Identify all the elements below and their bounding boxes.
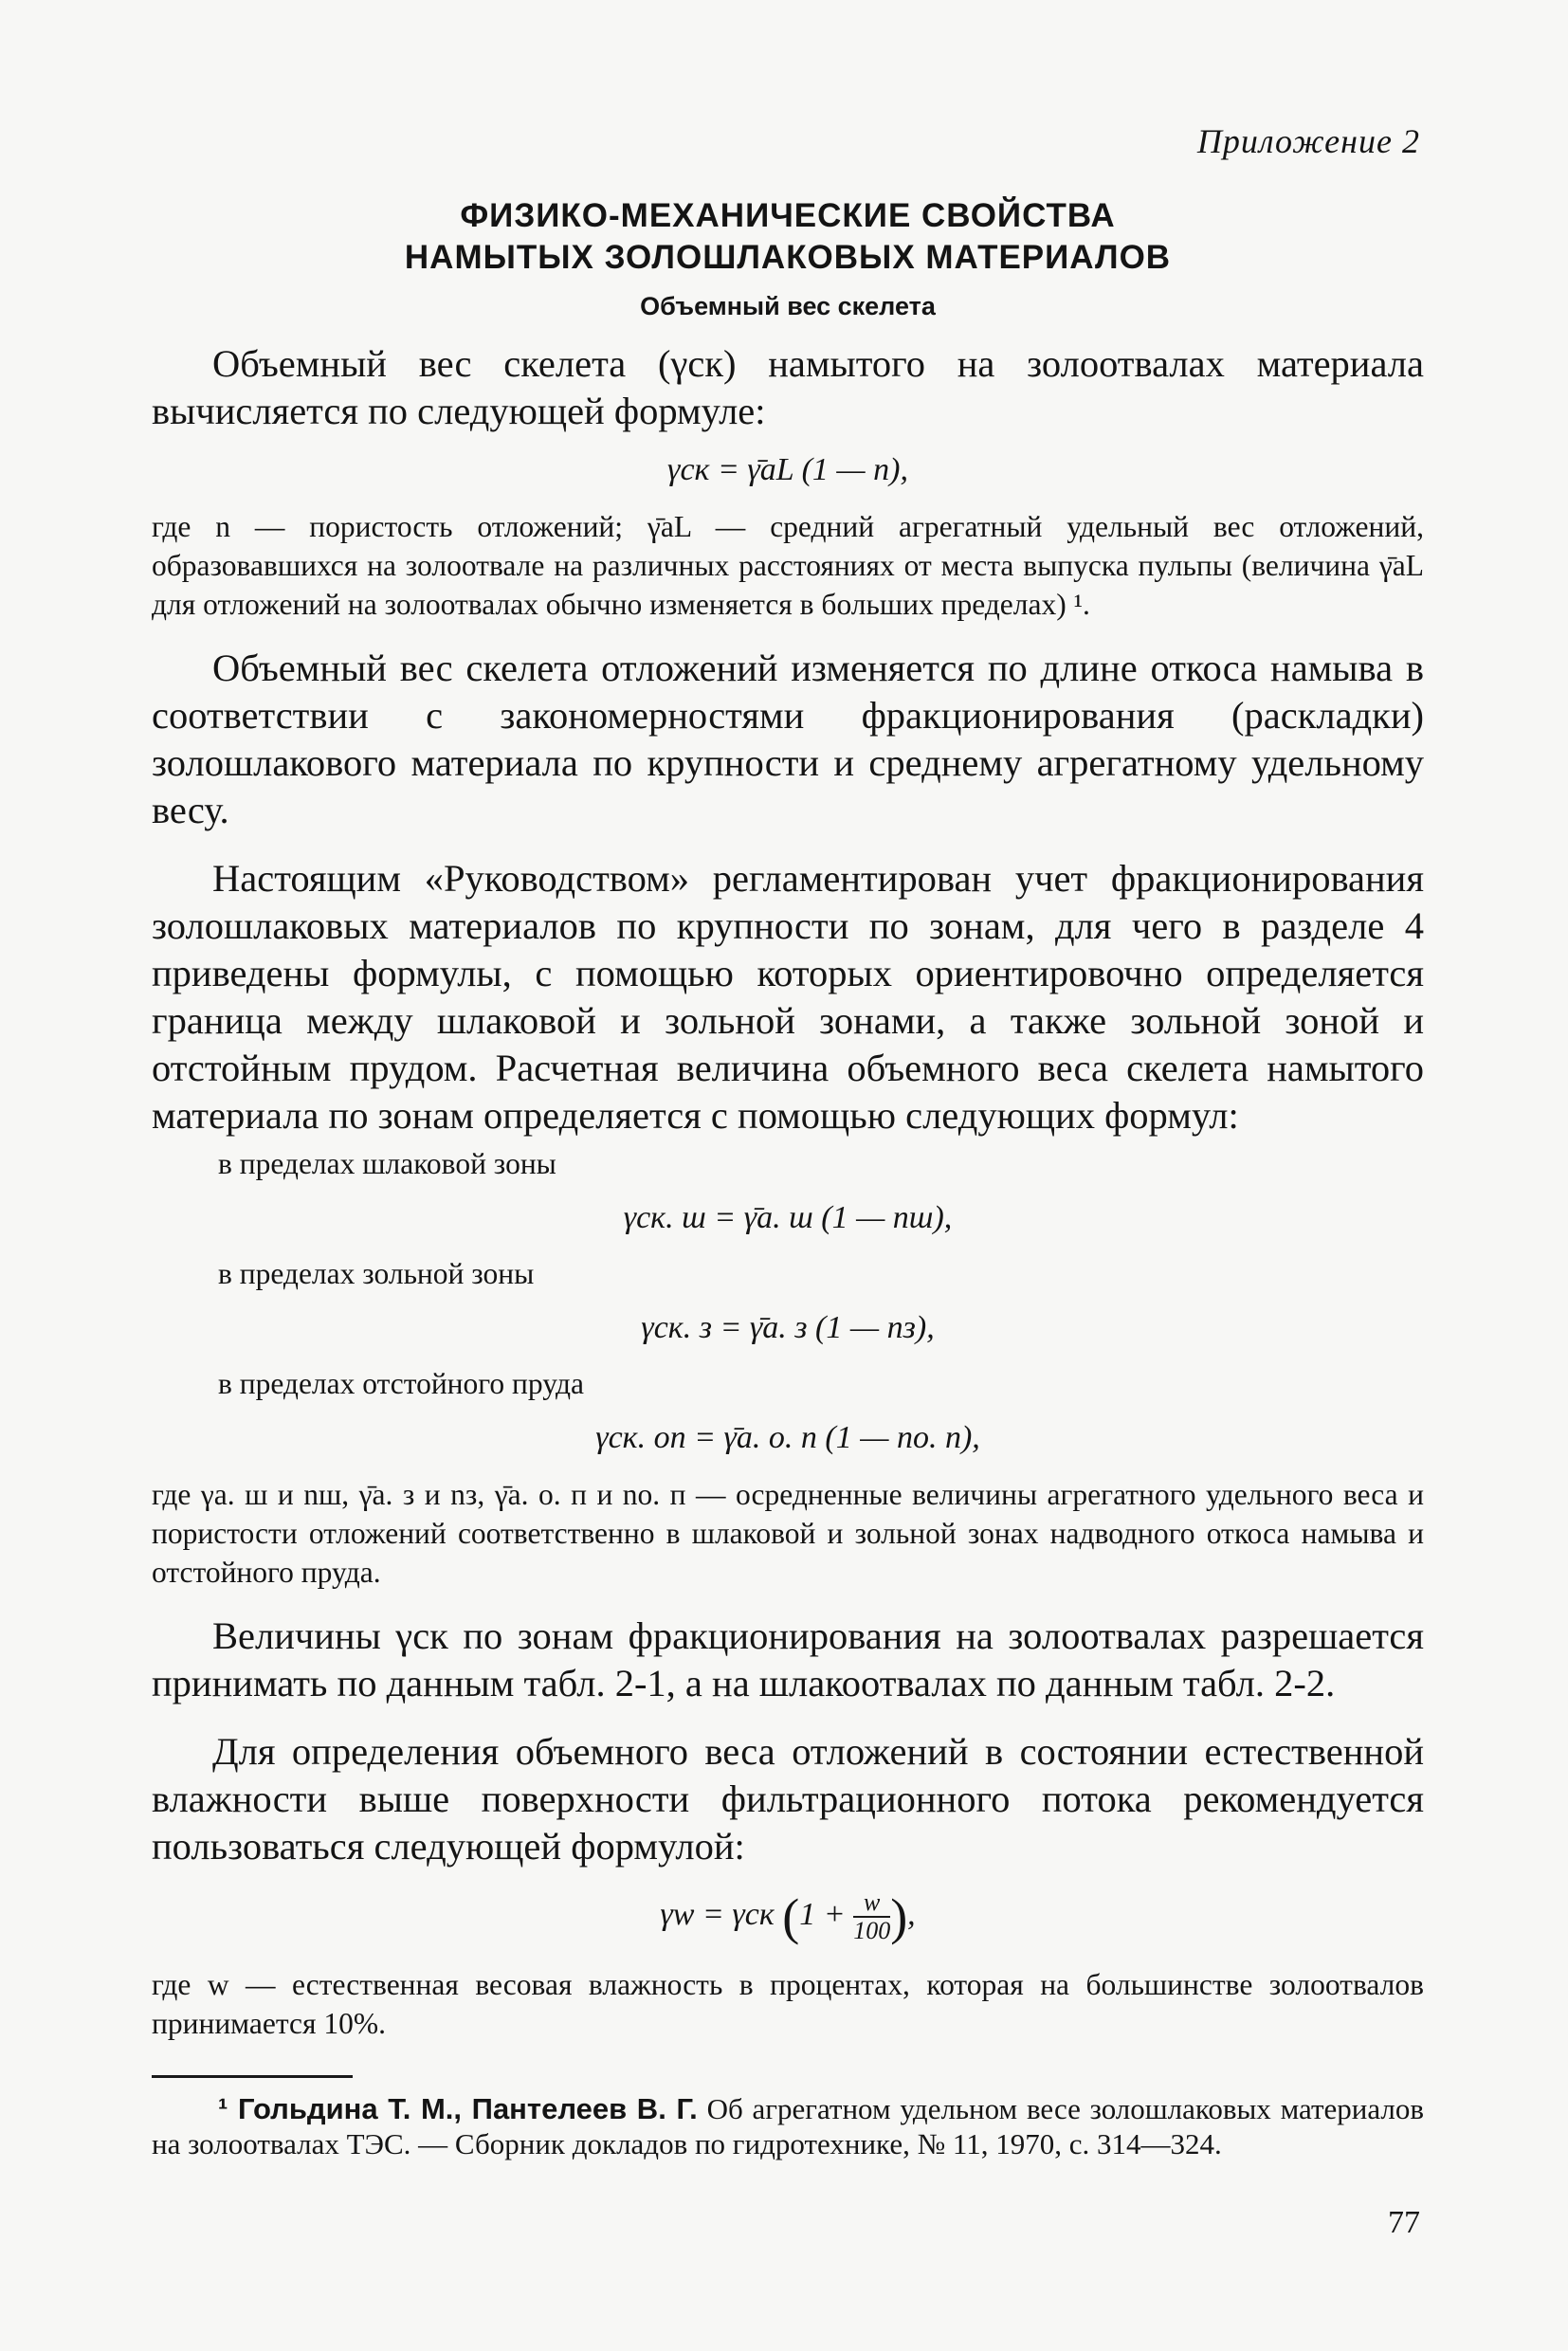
section-subtitle: Объемный вес скелета: [640, 292, 936, 320]
appendix-label: Приложение 2: [1196, 122, 1420, 160]
footnote-text: Об агрегатном удельном весе золошлаковых материалов на золоотвалах ТЭС. — Сборник докладов по гидротехнике, № 11, 1970, с. 314—324.: [152, 2092, 1424, 2160]
formula-end: ,: [907, 1896, 916, 1932]
footnote: [152, 2091, 1424, 2161]
open-paren: (: [782, 1888, 800, 1945]
formula-slag-zone: γск. ш = γ̄a. ш (1 — nш),: [623, 1200, 953, 1235]
paragraph-7: Для определения объемного веса отложений в состоянии естественной влажности выше поверхности фильтрационного потока рекомендуется пользоваться следующей формулой:: [152, 1730, 1424, 1868]
formula-natural-moisture: [152, 1887, 1424, 1946]
paragraph-6: Величины γск по зонам фракционирования на золоотвалах разрешается принимать по данным табл. 2-1, а на шлакоотвалах по данным табл. 2-2.: [152, 1614, 1424, 1704]
footnote-divider: [152, 2075, 353, 2078]
page-number: 77: [1388, 2205, 1420, 2240]
title-line-2: НАМЫТЫХ ЗОЛОШЛАКОВЫХ МАТЕРИАЛОВ: [404, 239, 1172, 276]
page-title: [152, 195, 1424, 279]
fraction-denominator: 100: [853, 1917, 891, 1944]
moisture-fraction: [853, 1889, 890, 1944]
formula-skeleton-weight: γск = γ̄aL (1 — n),: [667, 452, 908, 487]
formula-lhs: γw = γск: [660, 1896, 775, 1932]
formula-one-plus: 1 +: [799, 1896, 846, 1932]
label-settling-pond: в пределах отстойного пруда: [218, 1367, 585, 1400]
title-line-1: ФИЗИКО-МЕХАНИЧЕСКИЕ СВОЙСТВА: [460, 197, 1116, 234]
label-ash-zone: в пределах зольной зоны: [218, 1257, 535, 1290]
footnote-authors: ¹ Гольдина Т. М., Пантелеев В. Г.: [218, 2092, 698, 2125]
paragraph-1: Объемный вес скелета (γск) намытого на золоотвалах материала вычисляется по следующей формуле:: [152, 342, 1424, 432]
paragraph-5: где γa. ш и nш, γ̄a. з и nз, γ̄a. о. п и nо. п — осредненные величины агрегатного удельного веса и пористости отложений соответственно в шлаковой и зольной зонах надводного откоса намыва и отстойного пруда.: [152, 1478, 1424, 1589]
formula-settling-pond: γск. оп = γ̄a. о. п (1 — nо. п),: [595, 1420, 980, 1455]
paragraph-2: где n — пористость отложений; γ̄aL — средний агрегатный удельный вес отложений, образовавшихся на золоотвале на различных расстояниях от места выпуска пульпы (величина γ̄aL для отложений на золоотвалах обычно изменяется в больших пределах) ¹.: [152, 510, 1424, 621]
paragraph-3: Объемный вес скелета отложений изменяется по длине откоса намыва в соответствии с закономерностями фракционирования (раскладки) золошлакового материала по крупности и среднему агрегатному удельному весу.: [152, 647, 1424, 831]
fraction-numerator: w: [864, 1888, 881, 1916]
close-paren: ): [890, 1888, 908, 1945]
label-slag-zone: в пределах шлаковой зоны: [218, 1147, 556, 1180]
paragraph-4: Настоящим «Руководством» регламентирован учет фракционирования золошлаковых материалов по крупности по зонам, для чего в разделе 4 приведены формулы, с помощью которых ориентировочно определяется граница между шлаковой и зольной зонами, а также зольной зоной и отстойным прудом. Расчетная величина объемного веса скелета намытого материала по зонам определяется с помощью следующих формул:: [152, 857, 1424, 1137]
formula-ash-zone: γск. з = γ̄a. з (1 — nз),: [641, 1310, 935, 1345]
paragraph-8: где w — естественная весовая влажность в процентах, которая на большинстве золоотвалов принимается 10%.: [152, 1968, 1424, 2040]
